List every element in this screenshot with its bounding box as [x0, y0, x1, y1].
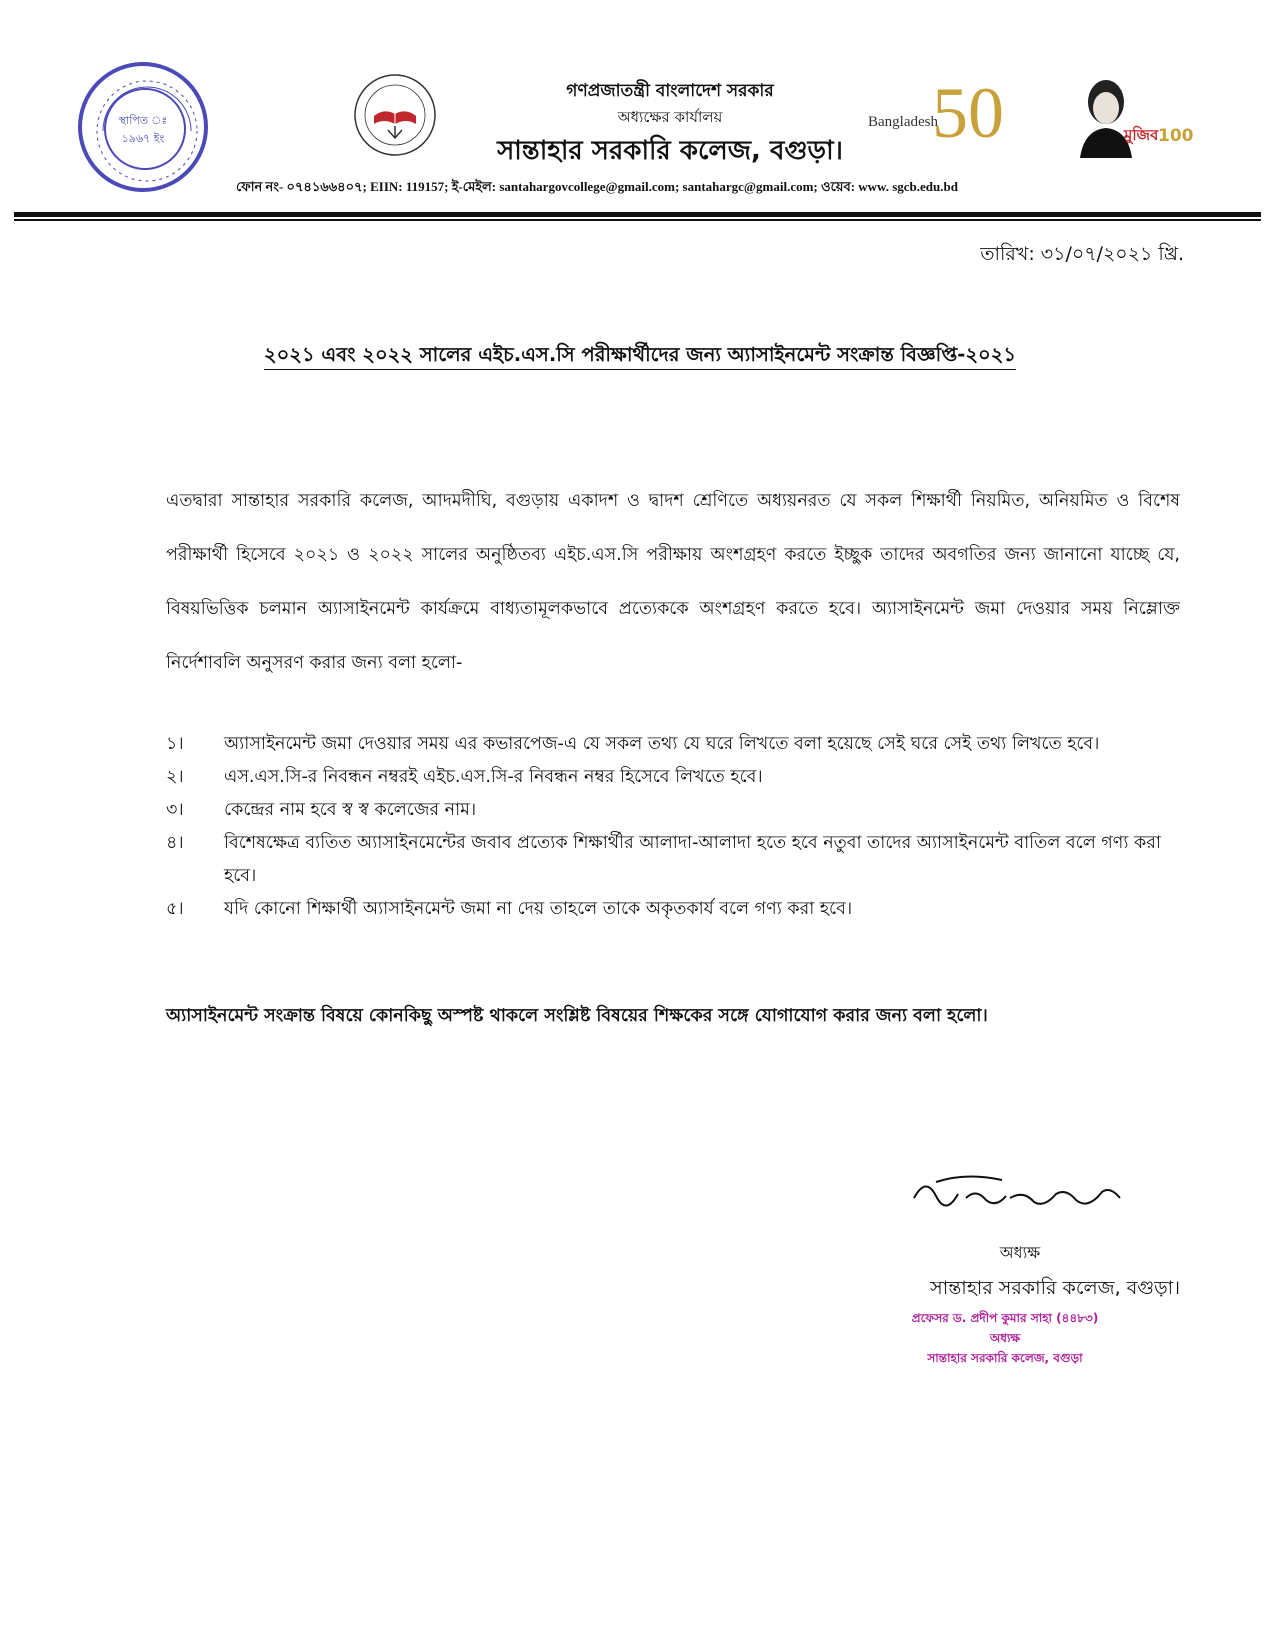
- closing-note: অ্যাসাইনমেন্ট সংক্রান্ত বিষয়ে কোনকিছু অস্পষ্ট থাকলে সংশ্লিষ্ট বিষয়ের শিক্ষকের সঙ্গে যোগাযোগ করার জন্য বলা হলো।: [166, 1006, 988, 1026]
- notice-date: তারিখ: ৩১/০৭/২০২১ খ্রি.: [980, 243, 1184, 265]
- list-item-text: এস.এস.সি-র নিবন্ধন নম্বরই এইচ.এস.সি-র নিবন্ধন নম্বর হিসেবে লিখতে হবে।: [224, 767, 763, 787]
- list-item: [166, 827, 1180, 893]
- college-logo-icon: [352, 72, 438, 158]
- list-item-text: কেন্দ্রের নাম হবে স্ব স্ব কলেজের নাম।: [224, 800, 477, 820]
- instruction-list: [166, 728, 1180, 926]
- list-item-text: অ্যাসাইনমেন্ট জমা দেওয়ার সময় এর কভারপেজ-এ যে সকল তথ্য যে ঘরে লিখতে বলা হয়েছে সেই ঘরে সেই তথ্য লিখতে হবে।: [224, 734, 1100, 754]
- signatory-college: সান্তাহার সরকারি কলেজ, বগুড়া।: [930, 1277, 1180, 1299]
- government-title: গণপ্রজাতন্ত্রী বাংলাদেশ সরকার: [566, 81, 774, 101]
- notice-title-text: ২০২১ এবং ২০২২ সালের এইচ.এস.সি পরীক্ষার্থীদের জন্য অ্যাসাইনমেন্ট সংক্রান্ত বিজ্ঞপ্তি-২০২১: [264, 343, 1016, 370]
- bangladesh-50-text: Bangladesh: [868, 114, 938, 130]
- mujib-text: মুজিব: [1124, 126, 1159, 144]
- body-paragraph: এতদ্বারা সান্তাহার সরকারি কলেজ, আদমদীঘি, বগুড়ায় একাদশ ও দ্বাদশ শ্রেণিতে অধ্যয়নরত যে সকল শিক্ষার্থী নিয়মিত, অনিয়মিত ও বিশেষ পরীক্ষার্থী হিসেবে ২০২১ ও ২০২২ সালের অনুষ্ঠিতব্য এইচ.এস.সি পরীক্ষায় অংশগ্রহণ করতে ইচ্ছুক তাদের অবগতির জন্য জানানো যাচ্ছে যে, বিষয়ভিত্তিক চলমান অ্যাসাইনমেন্ট কার্যক্রমে বাধ্যতামূলকভাবে প্রত্যেককে অংশগ্রহণ করতে হবে। অ্যাসাইনমেন্ট জমা দেওয়ার সময় নিম্লোক্ত নির্দেশাবলি অনুসরণ করার জন্য বলা হলো-: [166, 491, 1180, 673]
- mujib-100-logo: [1070, 72, 1194, 158]
- list-item: [166, 728, 1180, 761]
- list-item: [166, 893, 1180, 926]
- list-item-number: ৪।: [166, 833, 184, 853]
- fifty-mark: 50: [932, 73, 1004, 153]
- bangladesh-50-logo: [868, 74, 1008, 160]
- list-item-number: ১।: [166, 734, 184, 754]
- seal-established-year: ১৯৬৭ ইং: [121, 132, 165, 145]
- list-item-number: ৩।: [166, 800, 184, 820]
- stamp-title: অধ্যক্ষ: [989, 1331, 1021, 1345]
- list-item: [166, 794, 1180, 827]
- handwritten-signature: [906, 1168, 1136, 1220]
- seal-established-label: স্থাপিত ঃ: [118, 114, 168, 127]
- list-item: [166, 761, 1180, 794]
- list-item-number: ৫।: [166, 899, 184, 919]
- header-divider-thin: [14, 219, 1261, 221]
- list-item-number: ২।: [166, 767, 184, 787]
- stamp-name: প্রফেসর ড. প্রদীপ কুমার সাহা (৪৪৮৩): [911, 1311, 1099, 1325]
- stamp-college: সান্তাহার সরকারি কলেজ, বগুড়া: [927, 1351, 1083, 1365]
- header-divider-thick: [14, 212, 1261, 217]
- office-seal: [78, 62, 208, 192]
- list-item-text: বিশেষক্ষেত্র ব্যতিত অ্যাসাইনমেন্টের জবাব প্রত্যেক শিক্ষার্থীর আলাদা-আলাদা হতে হবে নতুবা তাদের অ্যাসাইনমেন্ট বাতিল বলে গণ্য করা হবে।: [224, 833, 1161, 886]
- list-item-text: যদি কোনো শিক্ষার্থী অ্যাসাইনমেন্ট জমা না দেয় তাহলে তাকে অকৃতকার্য বলে গণ্য করা হবে।: [224, 899, 853, 919]
- notice-title: [140, 341, 1140, 373]
- mujib-100-text: 100: [1158, 126, 1194, 146]
- college-title: সান্তাহার সরকারি কলেজ, বগুড়া।: [497, 136, 843, 166]
- contact-line: ফোন নং- ০৭৪১৬৬৪০৭; EIIN: 119157; ই-মেইল: santahargovcollege@gmail.com; santahargc@gmail.com; ওয়েব: www. sgcb.edu.bd: [236, 179, 958, 194]
- signatory-title: অধ্যক্ষ: [999, 1243, 1041, 1262]
- office-title: অধ্যক্ষের কার্যালয়: [617, 108, 723, 126]
